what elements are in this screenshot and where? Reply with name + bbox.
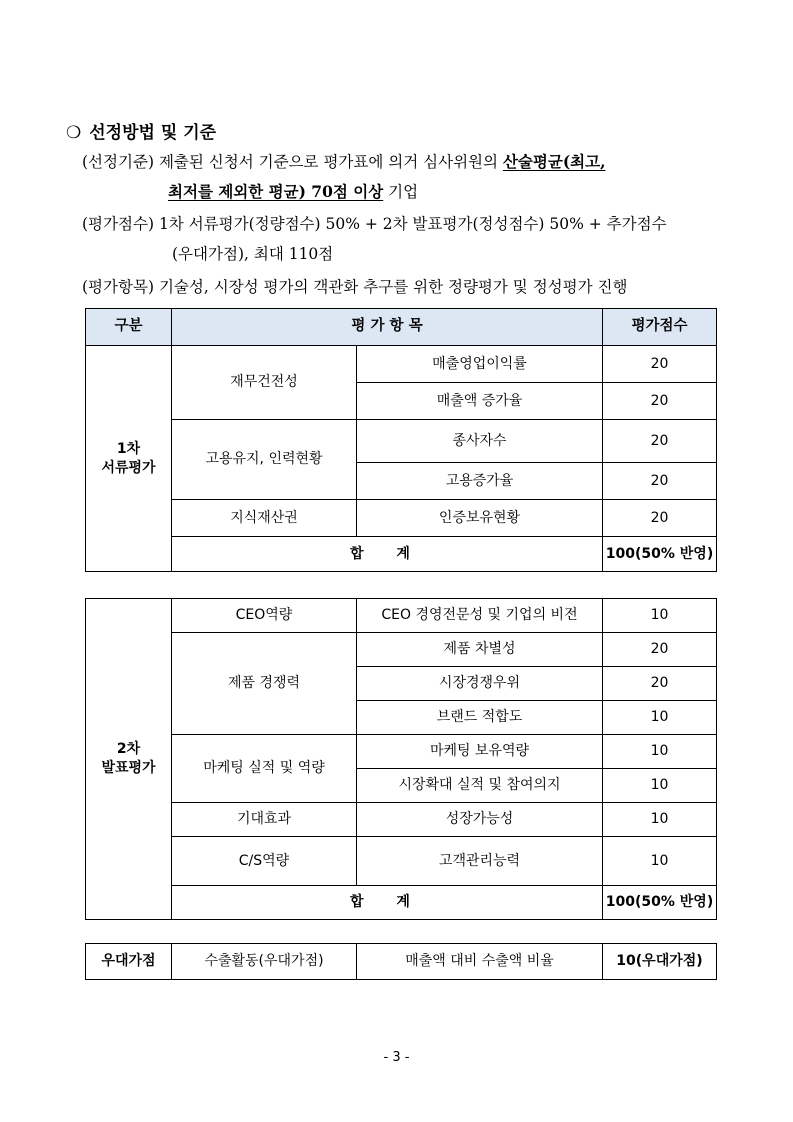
bonus-table xyxy=(85,943,717,980)
score-cell: 10 xyxy=(603,837,717,886)
score-cell: 20 xyxy=(603,500,717,537)
score-label: (평가점수) xyxy=(82,215,154,233)
stage-cell-2 xyxy=(86,599,172,920)
item-cell: 브랜드 적합도 xyxy=(357,701,603,735)
bonus-item: 매출액 대비 수출액 비율 xyxy=(357,944,603,980)
criteria-emphasis-1: 산술평균(최고, xyxy=(502,152,606,171)
criteria-line-1 xyxy=(82,150,606,172)
table-row xyxy=(86,837,717,886)
group-name: 마케팅 실적 및 역량 xyxy=(172,735,357,803)
score-line-2 xyxy=(172,242,333,264)
group-name: 고용유지, 인력현황 xyxy=(172,420,357,500)
group-name: CEO역량 xyxy=(172,599,357,633)
header-category: 구분 xyxy=(86,309,172,346)
items-line xyxy=(82,275,627,297)
circle-bullet-icon: ❍ xyxy=(66,123,82,143)
item-cell: 매출액 증가율 xyxy=(357,383,603,420)
page-number: - 3 - xyxy=(383,1050,410,1065)
score-cell: 10 xyxy=(603,701,717,735)
bonus-name: 수출활동(우대가점) xyxy=(172,944,357,980)
item-cell: 매출영업이익률 xyxy=(357,346,603,383)
score-cell: 20 xyxy=(603,346,717,383)
stage-2-line-2: 발표평가 xyxy=(101,760,156,776)
criteria-text-1: 제출된 신청서 기준으로 평가표에 의거 심사위원의 xyxy=(158,153,503,171)
table-row xyxy=(86,500,717,537)
score-cell: 10 xyxy=(603,735,717,769)
group-name: 기대효과 xyxy=(172,803,357,837)
total-score: 100(50% 반영) xyxy=(603,886,717,920)
item-cell: 마케팅 보유역량 xyxy=(357,735,603,769)
score-text-2: (우대가점), 최대 110점 xyxy=(172,245,334,263)
criteria-emphasis-2: 최저를 제외한 평균) 70점 이상 xyxy=(168,182,384,201)
section-title: 선정방법 및 기준 xyxy=(89,123,217,143)
group-name: 제품 경쟁력 xyxy=(172,633,357,735)
table-row xyxy=(86,944,717,980)
score-cell: 20 xyxy=(603,633,717,667)
items-label: (평가항목) xyxy=(82,278,154,296)
score-cell: 10 xyxy=(603,803,717,837)
bonus-stage: 우대가점 xyxy=(86,944,172,980)
score-line-1 xyxy=(82,212,667,234)
section-heading xyxy=(66,118,216,143)
table-row xyxy=(86,599,717,633)
group-name: C/S역량 xyxy=(172,837,357,886)
item-cell: CEO 경영전문성 및 기업의 비전 xyxy=(357,599,603,633)
table-row xyxy=(86,735,717,769)
score-cell: 10 xyxy=(603,769,717,803)
score-cell: 20 xyxy=(603,383,717,420)
stage-1-line-2: 서류평가 xyxy=(101,459,156,476)
total-row xyxy=(86,886,717,920)
evaluation-table-1 xyxy=(85,308,717,572)
stage-2-line-1: 2차 xyxy=(116,741,141,758)
score-cell: 20 xyxy=(603,463,717,500)
evaluation-table-2 xyxy=(85,598,717,920)
table-row xyxy=(86,420,717,463)
score-cell: 10 xyxy=(603,599,717,633)
items-text: 기술성, 시장성 평가의 객관화 추구를 위한 정량평가 및 정성평가 진행 xyxy=(158,278,628,296)
total-score: 100(50% 반영) xyxy=(603,537,717,572)
table-header-row xyxy=(86,309,717,346)
stage-cell-1 xyxy=(86,346,172,572)
header-score: 평가점수 xyxy=(603,309,717,346)
total-label: 합 계 xyxy=(172,886,603,920)
item-cell: 고용증가율 xyxy=(357,463,603,500)
total-label: 합 계 xyxy=(172,537,603,572)
score-text-1: 1차 서류평가(정량점수) 50% + 2차 발표평가(정성점수) 50% + 추가점수 xyxy=(158,215,667,233)
criteria-text-2: 기업 xyxy=(383,183,419,201)
item-cell: 종사자수 xyxy=(357,420,603,463)
score-cell: 20 xyxy=(603,667,717,701)
item-cell: 시장확대 실적 및 참여의지 xyxy=(357,769,603,803)
item-cell: 인증보유현황 xyxy=(357,500,603,537)
stage-1-line-1: 1차 xyxy=(116,440,141,457)
item-cell: 성장가능성 xyxy=(357,803,603,837)
table-row xyxy=(86,633,717,667)
criteria-label: (선정기준) xyxy=(82,153,154,171)
header-items: 평 가 항 목 xyxy=(172,309,603,346)
table-row xyxy=(86,346,717,383)
total-row xyxy=(86,537,717,572)
item-cell: 시장경쟁우위 xyxy=(357,667,603,701)
criteria-line-2 xyxy=(168,180,418,202)
bonus-score: 10(우대가점) xyxy=(603,944,717,980)
group-name: 재무건전성 xyxy=(172,346,357,420)
item-cell: 제품 차별성 xyxy=(357,633,603,667)
score-cell: 20 xyxy=(603,420,717,463)
item-cell: 고객관리능력 xyxy=(357,837,603,886)
table-row xyxy=(86,803,717,837)
group-name: 지식재산권 xyxy=(172,500,357,537)
